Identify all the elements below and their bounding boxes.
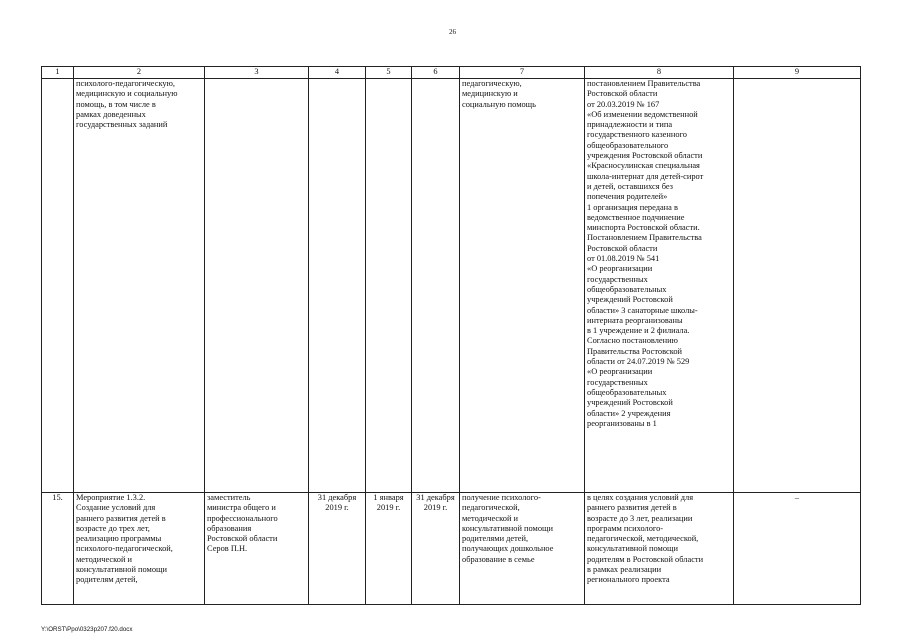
header-cell: 6 bbox=[412, 67, 460, 79]
row-number-cell bbox=[42, 79, 74, 493]
description-cell: постановлением Правительства Ростовской области от 20.03.2019 № 167 «Об изменении ведомственной принадлежности и типа государственного казенного общеобразовательного учреждения Ростовской области «Красносулинская специальная школа-интернат для детей-сирот и детей, оставшихся без попечения родителей» 1 организация передана в ведомственное подчинение минспорта Ростовской области. Постановлением Правительства Ростовской области от 01.08.2019 № 541 «О реорганизации государственных общеобразовательных учреждений Ростовской области» 3 санаторные школы- интерната реорганизованы в 1 учреждение и 2 филиала. Согласно постановлению Правительства Ростовской области от 24.07.2019 № 529 «О реорганизации государственных общеобразовательных учреждений Ростовской области» 2 учреждения реорганизованы в 1 bbox=[585, 79, 734, 493]
responsible-cell: заместитель министра общего и профессионального образования Ростовской области Серов П.Н. bbox=[205, 493, 309, 605]
document-table bbox=[41, 66, 861, 605]
header-cell: 2 bbox=[74, 67, 205, 79]
date-cell: 1 января 2019 г. bbox=[366, 493, 412, 605]
row-number-cell: 15. bbox=[42, 493, 74, 605]
date-cell: 31 декабря 2019 г. bbox=[412, 493, 460, 605]
date-cell bbox=[309, 79, 366, 493]
header-cell: 5 bbox=[366, 67, 412, 79]
description-cell: в целях создания условий для раннего развития детей в возрасте до 3 лет, реализации программ психолого- педагогической, методической, консультативной помощи родителям в Ростовской области в рамках реализации регионального проекта bbox=[585, 493, 734, 605]
event-name-cell: психолого-педагогическую, медицинскую и социальную помощь, в том числе в рамках доведенных государственных заданий bbox=[74, 79, 205, 493]
date-cell bbox=[412, 79, 460, 493]
header-cell: 3 bbox=[205, 67, 309, 79]
footer-file-path: Y:\ORST\Ppo\0323p207.f20.docx bbox=[41, 626, 133, 633]
table-row bbox=[42, 493, 861, 605]
table-header-row bbox=[42, 67, 861, 79]
result-cell: получение психолого- педагогической, методической и консультативной помощи родителями детей, получающих дошкольное образование в семье bbox=[460, 493, 585, 605]
responsible-cell bbox=[205, 79, 309, 493]
note-cell: – bbox=[734, 493, 861, 605]
header-cell: 1 bbox=[42, 67, 74, 79]
header-cell: 8 bbox=[585, 67, 734, 79]
header-cell: 7 bbox=[460, 67, 585, 79]
result-cell: педагогическую, медицинскую и социальную помощь bbox=[460, 79, 585, 493]
page-number: 26 bbox=[449, 28, 456, 36]
table-row bbox=[42, 79, 861, 493]
event-name-cell: Мероприятие 1.3.2. Создание условий для раннего развития детей в возрасте до трех лет, реализацию программы психолого-педагогической, методической и консультативной помощи родителям детей, bbox=[74, 493, 205, 605]
note-cell bbox=[734, 79, 861, 493]
header-cell: 4 bbox=[309, 67, 366, 79]
header-cell: 9 bbox=[734, 67, 861, 79]
date-cell: 31 декабря 2019 г. bbox=[309, 493, 366, 605]
date-cell bbox=[366, 79, 412, 493]
